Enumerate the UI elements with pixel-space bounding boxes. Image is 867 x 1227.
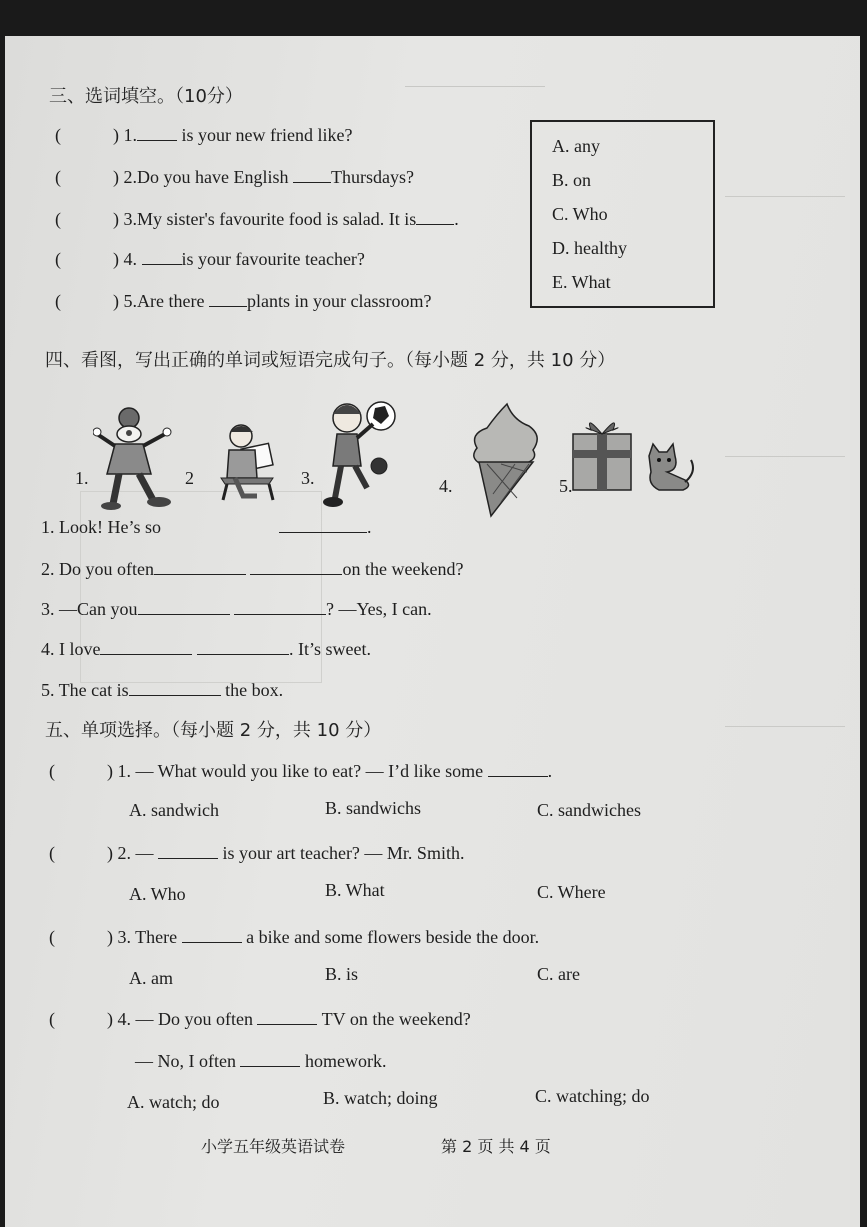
bleed-through-line: [405, 86, 545, 88]
picture-number-4: 4.: [439, 476, 453, 496]
answer-blank[interactable]: [293, 164, 331, 183]
question-text: 5.Are there: [123, 291, 205, 311]
section3-heading: 三、选词填空。（10分）: [49, 86, 243, 107]
answer-blank[interactable]: [137, 122, 177, 141]
section4-heading: 四、看图，写出正确的单词或短语完成句子。（每小题 2 分，共 10 分）: [45, 350, 616, 371]
option-a[interactable]: A. Who: [129, 884, 186, 904]
footer-title: 小学五年级英语试卷: [201, 1137, 346, 1156]
section5-question-2: ( ) 2. — is your art teacher? — Mr. Smith.: [49, 840, 464, 864]
reading-boy-icon: [213, 422, 283, 502]
bleed-through-line: [725, 456, 845, 458]
section3-item-4: ( ) 4. is your favourite teacher?: [55, 246, 365, 270]
bleed-through-line: [725, 726, 845, 728]
option-b[interactable]: B. What: [325, 880, 385, 900]
answer-blank[interactable]: [416, 206, 454, 225]
question-text: 1.: [123, 125, 137, 145]
question-text: 2.Do you have English: [123, 167, 289, 187]
word-option-d: D. healthy: [552, 238, 627, 258]
option-a[interactable]: A. sandwich: [129, 800, 219, 820]
answer-blank[interactable]: [129, 677, 221, 696]
answer-blank[interactable]: [197, 636, 289, 655]
footer-page-number: 第 2 页 共 4 页: [441, 1137, 551, 1156]
question-text: 3.My sister's favourite food is salad. It is: [123, 209, 417, 229]
answer-blank[interactable]: [257, 1006, 317, 1025]
picture-number-2: 2: [185, 468, 194, 488]
answer-blank[interactable]: [234, 596, 326, 615]
question-text: is your favourite teacher?: [181, 249, 365, 269]
answer-blank[interactable]: [158, 840, 218, 859]
word-option-a: A. any: [552, 136, 600, 156]
bleed-through-line: [725, 196, 845, 198]
question-text: 4.: [123, 249, 137, 269]
answer-paren: (: [55, 125, 61, 145]
section4-sentence-5: 5. The cat is the box.: [41, 677, 283, 701]
section5-question-4-reply: — No, I often homework.: [135, 1048, 386, 1072]
gift-box-cat-icon: [567, 410, 697, 496]
exam-page: [5, 36, 860, 1227]
question-text: is your new friend like?: [181, 125, 353, 145]
word-choice-box: [530, 120, 715, 308]
answer-blank[interactable]: [138, 596, 230, 615]
answer-blank[interactable]: [488, 758, 548, 777]
option-b[interactable]: B. sandwichs: [325, 798, 421, 818]
option-a[interactable]: A. am: [129, 968, 173, 988]
question-text: plants in your classroom?: [246, 291, 432, 311]
option-b[interactable]: B. is: [325, 964, 359, 984]
section3-item-2: ( ) 2.Do you have English Thursdays?: [55, 164, 414, 188]
answer-blank[interactable]: [240, 1048, 300, 1067]
option-b[interactable]: B. watch; doing: [323, 1088, 438, 1108]
picture-number-3: 3.: [301, 468, 315, 488]
section3-item-3: ( ) 3.My sister's favourite food is salad. It is .: [55, 206, 459, 230]
section3-item-5: ( ) 5.Are there plants in your classroom?: [55, 288, 431, 312]
section4-sentence-1: 1. Look! He’s so .: [41, 514, 372, 538]
ice-cream-icon: [467, 402, 545, 518]
section4-sentence-4: 4. I love . It’s sweet.: [41, 636, 371, 660]
option-c[interactable]: C. sandwiches: [537, 800, 641, 820]
answer-blank[interactable]: [154, 556, 246, 575]
football-boy-icon: [319, 394, 399, 512]
section5-heading: 五、单项选择。（每小题 2 分，共 10 分）: [45, 720, 382, 741]
option-c[interactable]: C. are: [537, 964, 580, 984]
section5-question-1: ( ) 1. — What would you like to eat? — I’d like some .: [49, 758, 552, 782]
answer-blank[interactable]: [142, 246, 182, 265]
section4-sentence-2: 2. Do you often on the weekend?: [41, 556, 463, 580]
section5-question-3: ( ) 3. There a bike and some flowers beside the door.: [49, 924, 539, 948]
option-c[interactable]: C. Where: [537, 882, 606, 902]
answer-blank[interactable]: [250, 556, 342, 575]
picture-number-1: 1.: [75, 468, 89, 488]
answer-blank[interactable]: [100, 636, 192, 655]
answer-blank[interactable]: [209, 288, 247, 307]
option-c[interactable]: C. watching; do: [535, 1086, 650, 1106]
answer-blank[interactable]: [279, 514, 367, 533]
word-option-e: E. What: [552, 272, 611, 292]
section4-sentence-3: 3. —Can you ? —Yes, I can.: [41, 596, 432, 620]
word-option-b: B. on: [552, 170, 592, 190]
option-a[interactable]: A. watch; do: [127, 1092, 220, 1112]
picture-number-5: 5.: [559, 476, 573, 496]
word-option-c: C. Who: [552, 204, 608, 224]
clown-icon: [93, 404, 183, 512]
section5-question-4: ( ) 4. — Do you often TV on the weekend?: [49, 1006, 471, 1030]
answer-blank[interactable]: [182, 924, 242, 943]
question-text: Thursdays?: [330, 167, 414, 187]
section3-item-1: ( ) 1. is your new friend like?: [55, 122, 352, 146]
